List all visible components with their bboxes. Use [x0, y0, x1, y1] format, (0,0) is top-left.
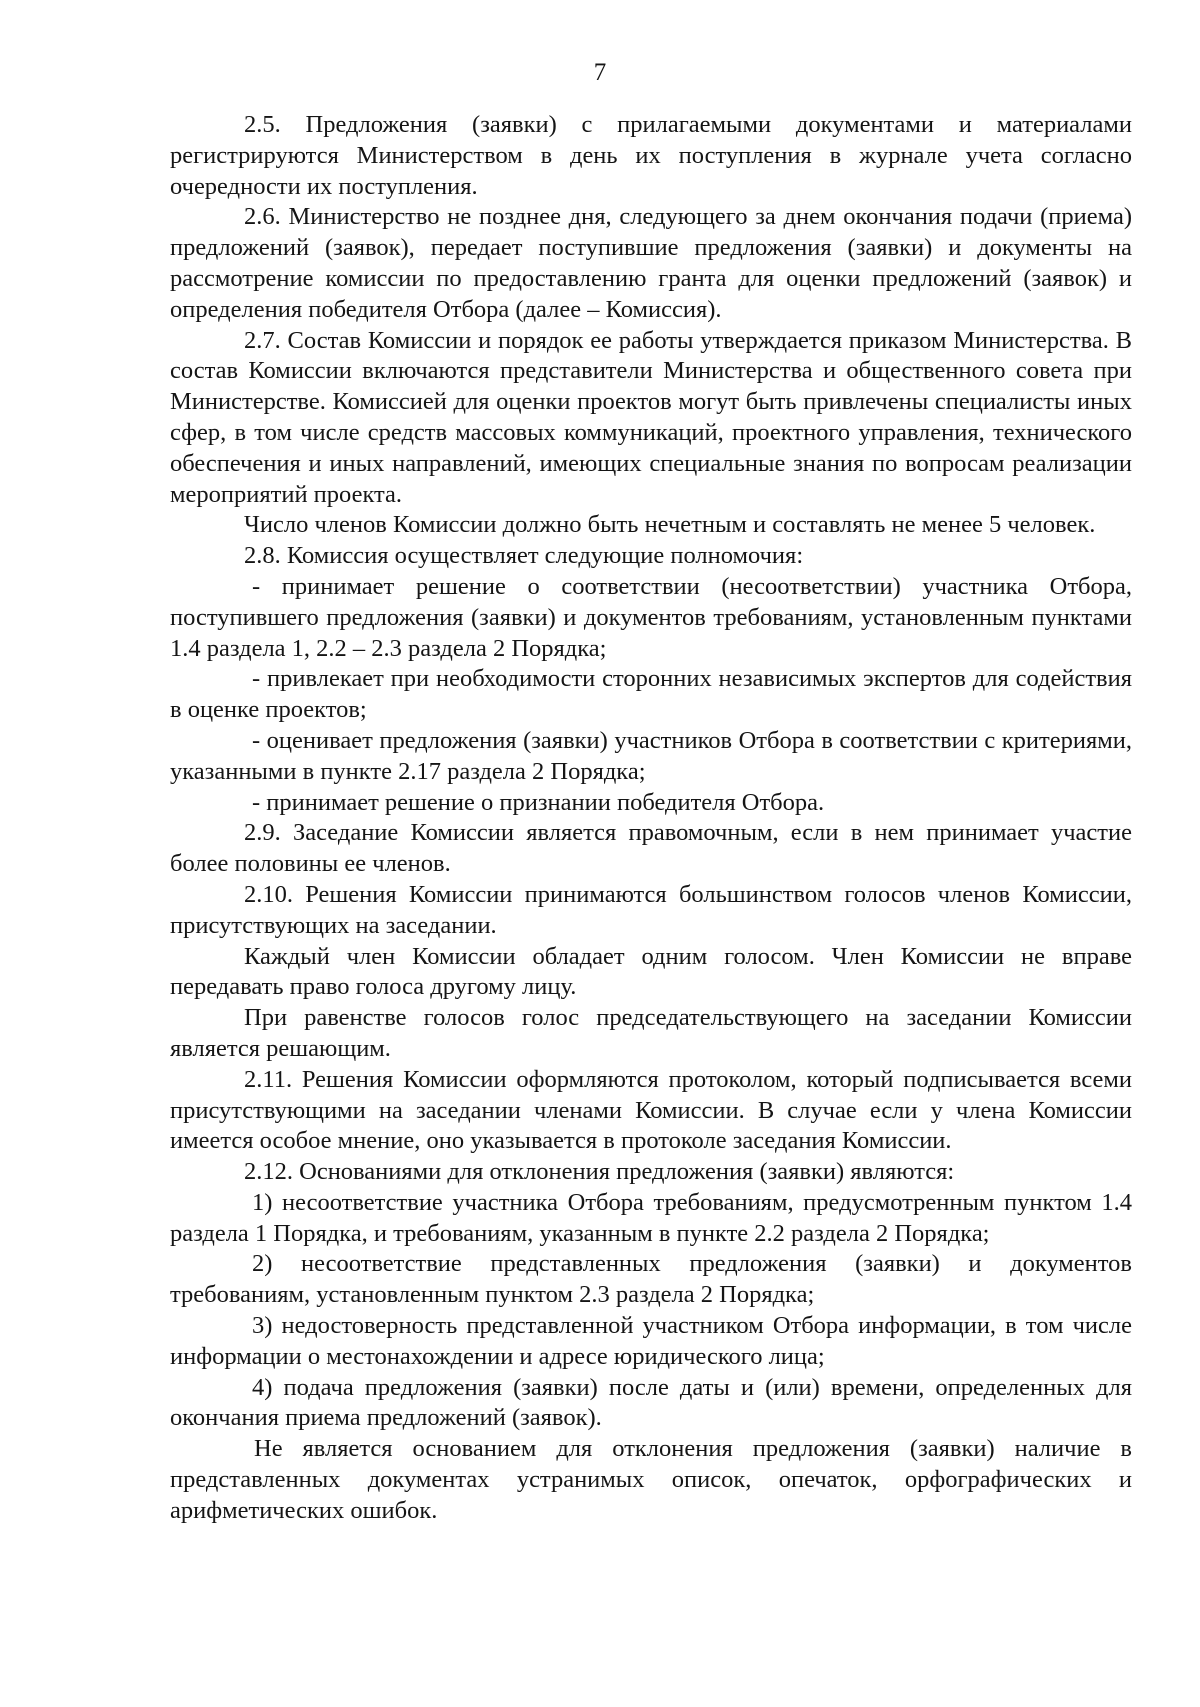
paragraph-not-a-reason: Не является основанием для отклонения предложения (заявки) наличие в представленных документах устранимых описок, опечаток, орфографических и арифметических ошибок. — [170, 1435, 1132, 1524]
paragraph-commission-size: Число членов Комиссии должно быть нечетным и составлять не менее 5 человек. — [244, 511, 1096, 539]
paragraph-tie-vote: При равенстве голосов голос председательствующего на заседании Комиссии является решающим. — [170, 1004, 1132, 1062]
list-item-reason-2: 2) несоответствие представленных предложения (заявки) и документов требованиям, установленным пунктом 2.3 раздела 2 Порядка; — [170, 1250, 1132, 1309]
paragraph-2-5: 2.5. Предложения (заявки) с прилагаемыми документами и материалами регистрируются Министерством в день их поступления в журнале учета согласно очередности их поступления. — [170, 111, 1132, 200]
list-item-reason-4: 4) подача предложения (заявки) после даты и (или) времени, определенных для окончания приема предложений (заявок). — [170, 1373, 1132, 1432]
paragraph-2-9: 2.9. Заседание Комиссии является правомочным, если в нем принимает участие более половины ее членов. — [170, 819, 1132, 878]
list-item-experts: - привлекает при необходимости сторонних независимых экспертов для содействия в оценке проектов; — [170, 665, 1132, 724]
paragraph-2-8: 2.8. Комиссия осуществляет следующие полномочия: — [244, 542, 804, 570]
list-item-evaluation: - оценивает предложения (заявки) участников Отбора в соответствии с критериями, указанными в пункте 2.17 раздела 2 Порядка; — [170, 726, 1132, 785]
list-item-winner: - принимает решение о признании победителя Отбора. — [252, 788, 825, 816]
page-number: 7 — [593, 59, 607, 86]
paragraph-2-12: 2.12. Основаниями для отклонения предложения (заявки) являются: — [244, 1158, 955, 1186]
paragraph-2-7: 2.7. Состав Комиссии и порядок ее работы утверждается приказом Министерства. В состав Комиссии включаются представители Министерства и общественного совета при Министерстве. Комиссией для оценки проектов могут быть привлечены специалисты иных сфер, в том числе средств массовых коммуникаций, проектного управления, технического обеспечения и иных направлений, имеющих специальные знания по вопросам реализации мероприятий проекта. — [170, 326, 1132, 508]
list-item-decision-compliance: - принимает решение о соответствии (несоответствии) участника Отбора, поступившего предложения (заявки) и документов требованиям, установленным пунктами 1.4 раздела 1, 2.2 – 2.3 раздела 2 Порядка; — [170, 572, 1132, 662]
list-item-reason-1: 1) несоответствие участника Отбора требованиям, предусмотренным пунктом 1.4 раздела 1 Порядка, и требованиям, указанным в пункте 2.2 раздела 2 Порядка; — [170, 1188, 1132, 1247]
paragraph-2-6: 2.6. Министерство не позднее дня, следующего за днем окончания подачи (приема) предложений (заявок), передает поступившие предложения (заявки) и документы на рассмотрение комиссии по предоставлению гранта для оценки предложений (заявок) и определения победителя Отбора (далее – Комиссия). — [170, 203, 1132, 323]
document-body — [170, 110, 1132, 1527]
list-item-reason-3: 3) недостоверность представленной участником Отбора информации, в том числе информации о местонахождении и адресе юридического лица; — [170, 1312, 1132, 1370]
paragraph-2-11: 2.11. Решения Комиссии оформляются протоколом, который подписывается всеми присутствующими на заседании членами Комиссии. В случае если у члена Комиссии имеется особое мнение, оно указывается в протоколе заседания Комиссии. — [170, 1065, 1132, 1155]
paragraph-one-vote: Каждый член Комиссии обладает одним голосом. Член Комиссии не вправе передавать право голоса другому лицу. — [170, 942, 1132, 1001]
paragraph-2-10: 2.10. Решения Комиссии принимаются большинством голосов членов Комиссии, присутствующих на заседании. — [170, 880, 1132, 939]
